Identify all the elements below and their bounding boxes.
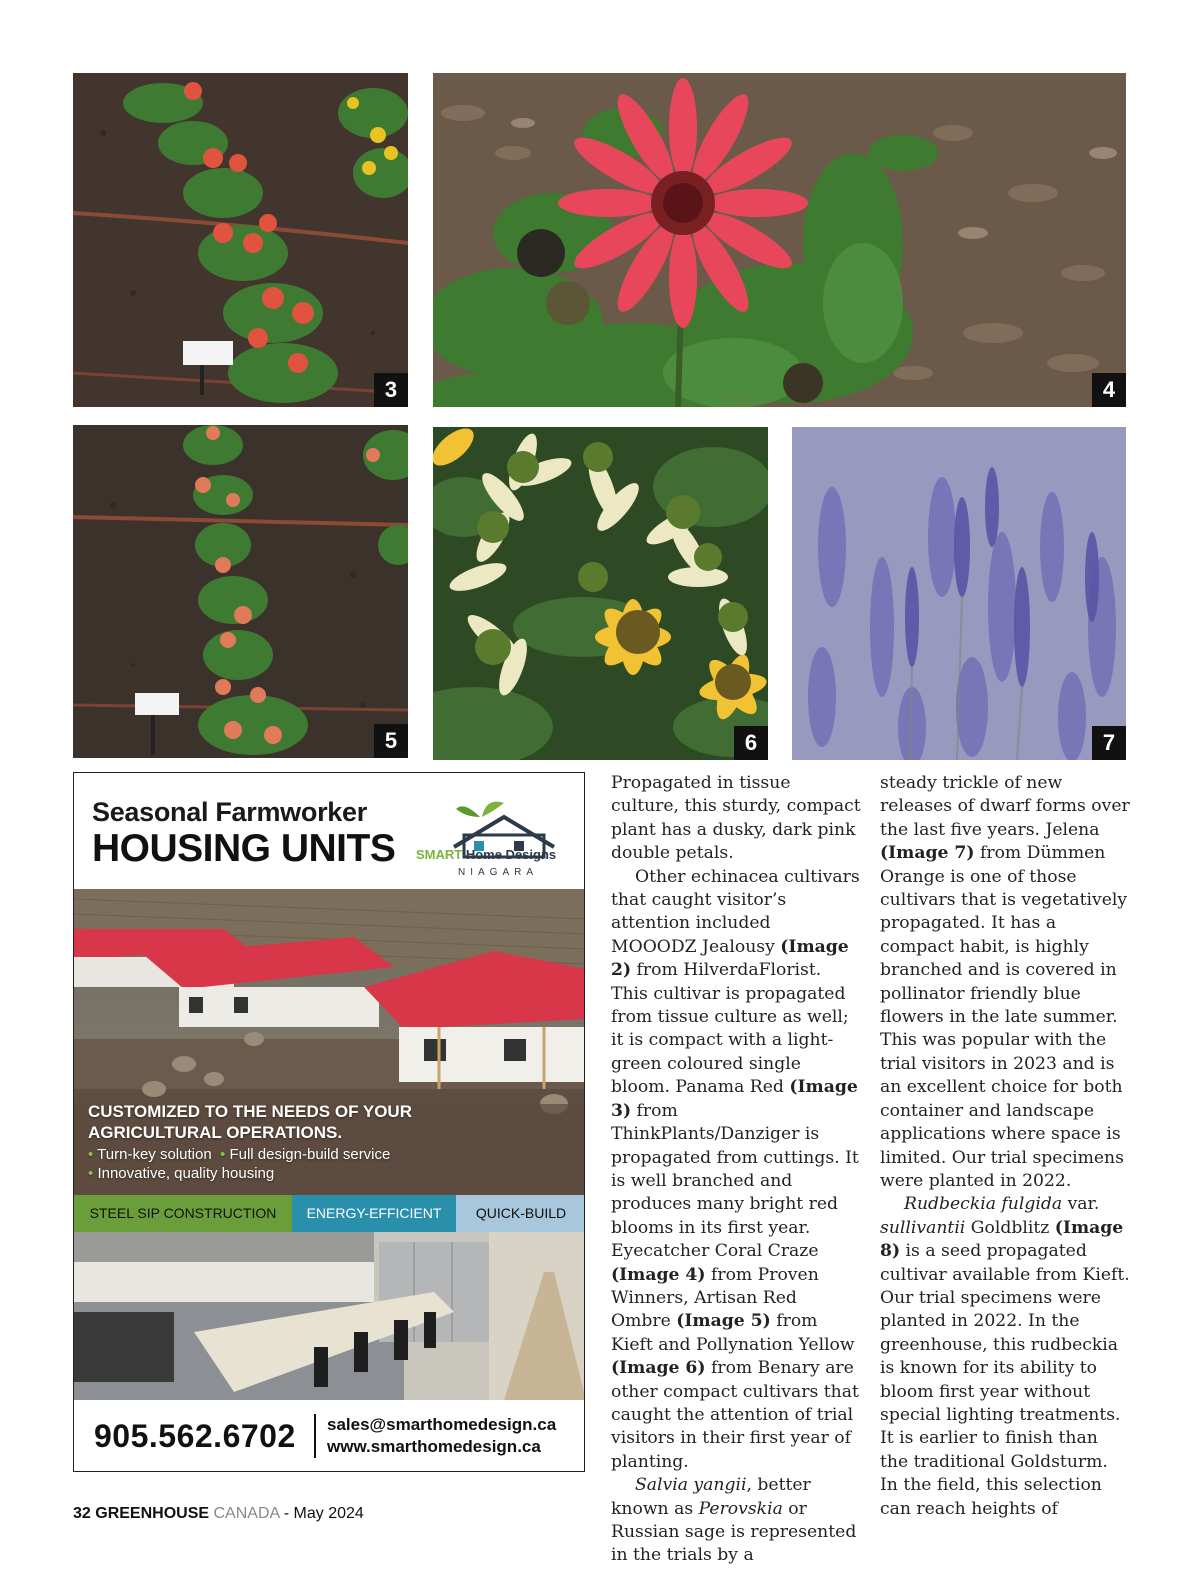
bullet-dot-icon: • bbox=[220, 1146, 226, 1163]
ad-bullet-3: Innovative, quality housing bbox=[97, 1165, 275, 1182]
ad-bullet-1: Turn-key solution bbox=[97, 1146, 212, 1163]
col2-paragraph-1: steady trickle of new releases of dwarf forms over the last five years. Jelena (Image 7) from Dümmen Orange is one of those cultivars that is vegetatively propagated. It has a compact habit, is highly branched and is covered in pollinator friendly blue flowers in the late summer. This was popular with the trial visitors in 2023 and is an excellent choice for both container and landscape applications where space is limited. Our trial specimens were planted in 2022. bbox=[880, 773, 1130, 1191]
ad-bullet-row-2 bbox=[88, 1164, 390, 1183]
image-number-badge: 4 bbox=[1092, 373, 1126, 407]
housing-units-advertisement[interactable] bbox=[73, 772, 585, 1472]
ad-email-link[interactable]: sales@smarthomedesign.ca bbox=[327, 1415, 557, 1434]
magazine-country: CANADA bbox=[213, 1505, 280, 1522]
photo-3-image bbox=[73, 73, 408, 407]
brand-smart: SMART bbox=[416, 847, 463, 862]
brand-home-designs: Home Designs bbox=[462, 847, 557, 862]
ad-kitchen-photo bbox=[74, 1232, 585, 1400]
feature-bar-steel-sip: STEEL SIP CONSTRUCTION bbox=[74, 1195, 292, 1232]
feature-bar-quick-build: QUICK-BUILD bbox=[456, 1195, 585, 1232]
page-number: 32 bbox=[73, 1505, 91, 1522]
photo-3-panama-red bbox=[73, 73, 408, 407]
ad-bullet-2: Full design-build service bbox=[229, 1146, 391, 1163]
ad-tagline: CUSTOMIZED TO THE NEEDS OF YOUR AGRICULTURAL OPERATIONS. bbox=[88, 1102, 412, 1142]
ad-headline-line1: Seasonal Farmworker bbox=[92, 797, 367, 827]
ad-website-link[interactable]: www.smarthomedesign.ca bbox=[327, 1437, 541, 1456]
bullet-dot-icon: • bbox=[88, 1146, 94, 1163]
ad-contact-footer bbox=[74, 1400, 585, 1472]
feature-bar-energy-efficient: ENERGY-EFFICIENT bbox=[292, 1195, 456, 1232]
article-column-1 bbox=[611, 772, 861, 1568]
ad-phone-number[interactable]: 905.562.6702 bbox=[94, 1418, 296, 1454]
ad-contact-links bbox=[327, 1414, 556, 1458]
photo-4-coral-craze bbox=[433, 73, 1126, 407]
image-number-badge: 7 bbox=[1092, 726, 1126, 760]
magazine-name: GREENHOUSE bbox=[95, 1505, 210, 1522]
photo-7-jelena bbox=[792, 427, 1126, 760]
image-number-badge: 6 bbox=[734, 726, 768, 760]
col2-paragraph-2: Rudbeckia fulgida var. sullivantii Goldblitz (Image 8) is a seed propagated cultivar available from Kieft. Our trial specimens were planted in 2022. In the greenhouse, this rudbeckia is known for its ability to bloom first year without special lighting treatments. It is earlier to finish than the traditional Goldsturm. In the field, this selection can reach heights of bbox=[880, 1194, 1130, 1519]
photo-7-image bbox=[792, 427, 1126, 760]
ad-headline-line2: HOUSING UNITS bbox=[92, 827, 396, 870]
ad-bullet-list bbox=[88, 1145, 390, 1183]
image-number-badge: 3 bbox=[374, 373, 408, 407]
col1-paragraph-3: Salvia yangii, better known as Perovskia or Russian sage is represented in the trials by a bbox=[611, 1475, 857, 1566]
ad-brand-region: NIAGARA bbox=[458, 867, 539, 878]
photo-5-artisan-red-ombre bbox=[73, 425, 408, 758]
image-number-badge: 5 bbox=[374, 724, 408, 758]
bullet-dot-icon: • bbox=[88, 1165, 94, 1182]
ad-divider bbox=[314, 1414, 316, 1458]
col1-paragraph-2: Other echinacea cultivars that caught visitor’s attention included MOOODZ Jealousy (Image 2) from HilverdaFlorist. This cultivar is propagated from tissue culture as well; it is compact with a light-green coloured single bloom. Panama Red (Image 3) from ThinkPlants/Danziger is propagated from cuttings. It is well branched and produces many bright red blooms in its first year. Eyecatcher Coral Craze (Image 4) from Proven Winners, Artisan Red Ombre (Image 5) from Kieft and Pollynation Yellow (Image 6) from Benary are other compact cultivars that caught the attention of trial visitors in their first year of planting. bbox=[611, 866, 860, 1472]
photo-4-image bbox=[433, 73, 1126, 407]
photo-5-image bbox=[73, 425, 408, 758]
photo-6-pollynation-yellow bbox=[433, 427, 768, 760]
issue-date: - May 2024 bbox=[283, 1505, 364, 1522]
ad-brand-name bbox=[416, 847, 556, 862]
ad-bullet-row-1 bbox=[88, 1145, 390, 1164]
page-footer bbox=[73, 1505, 364, 1523]
col1-paragraph-1: Propagated in tissue culture, this sturdy, compact plant has a dusky, dark pink double petals. bbox=[611, 773, 861, 864]
photo-6-image bbox=[433, 427, 768, 760]
article-column-2 bbox=[880, 772, 1130, 1521]
